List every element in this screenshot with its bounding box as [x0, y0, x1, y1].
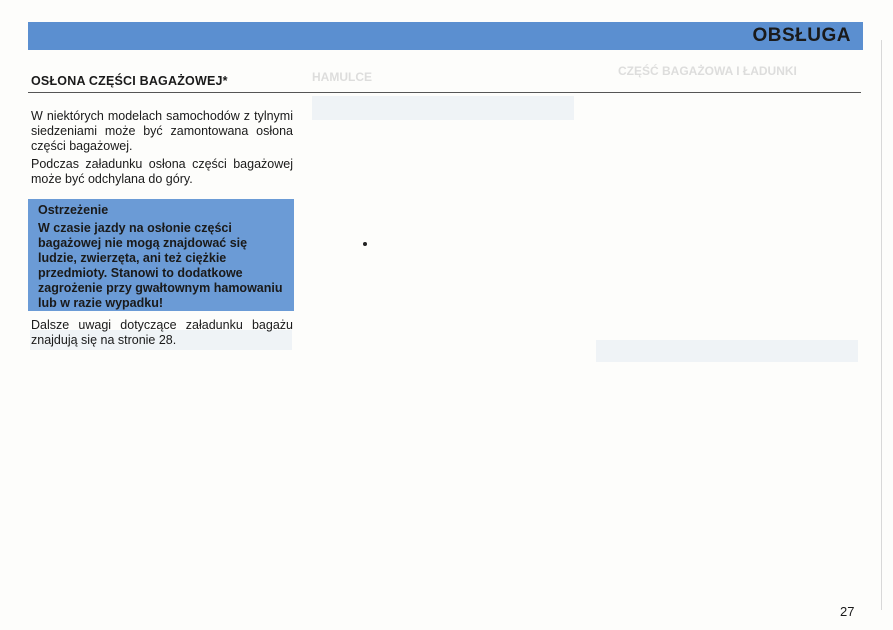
warning-text: W czasie jazdy na osłonie części bagażowej nie mogą znajdować się ludzie, zwierzęta, ani też ciężkie przedmioty. Stanowi to dodatkowe zagrożenie przy gwałtownym hamowaniu lub w razie wypadku! [38, 221, 283, 310]
title-divider [28, 92, 861, 93]
page-edge-line [881, 40, 882, 610]
paragraph-loading: Podczas załadunku osłona części bagażowej może być odchylana do góry. [31, 157, 293, 186]
bleed-through-block [312, 96, 574, 120]
bleed-through-block [596, 340, 858, 362]
header-bar [28, 22, 863, 50]
bleed-through-heading-right: CZĘŚĆ BAGAŻOWA I ŁADUNKI [618, 64, 797, 78]
warning-title: Ostrzeżenie [38, 203, 109, 217]
page-number: 27 [840, 604, 855, 619]
paragraph-reference: Dalsze uwagi dotyczące załadunku bagażu znajdują się na stronie 28. [31, 318, 293, 347]
header-title: OBSŁUGA [752, 25, 851, 46]
warning-box [28, 199, 294, 311]
section-title: OSŁONA CZĘŚCI BAGAŻOWEJ* [31, 74, 228, 88]
stray-dot [363, 242, 367, 246]
bleed-through-heading-left: HAMULCE [312, 70, 372, 84]
paragraph-intro: W niektórych modelach samochodów z tylnymi siedzeniami może być zamontowana osłona części bagażowej. [31, 109, 293, 153]
